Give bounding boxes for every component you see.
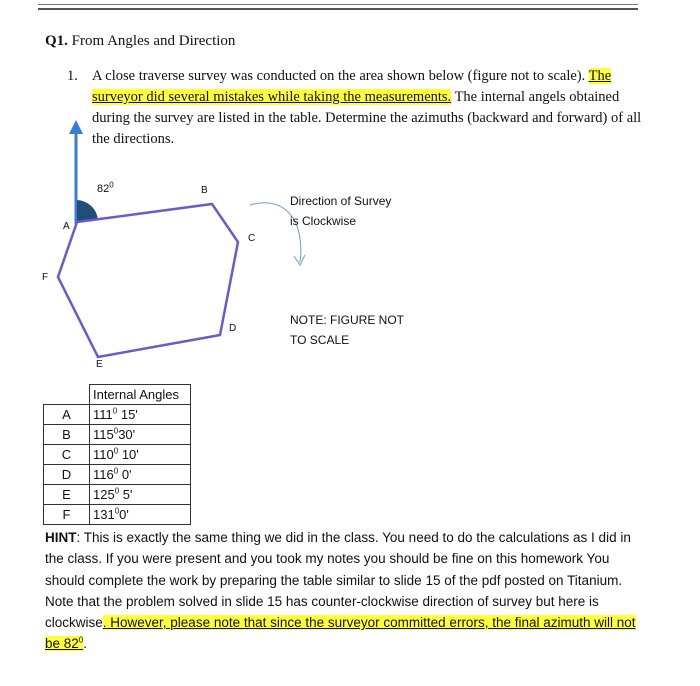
vertex-a-label: A bbox=[63, 221, 70, 232]
vertex-d-label: D bbox=[229, 323, 237, 334]
scale-note-line1: NOTE: FIGURE NOT bbox=[290, 313, 404, 327]
direction-note bbox=[290, 191, 391, 231]
row-angle: $131^00'$ bbox=[90, 505, 191, 525]
vertex-f-label: F bbox=[42, 272, 49, 283]
angle-min: 10' bbox=[121, 447, 139, 462]
angle-82-label bbox=[97, 180, 114, 195]
angle-value: 82 bbox=[97, 183, 110, 195]
scale-note bbox=[290, 310, 404, 350]
angle-deg: 131 bbox=[93, 507, 115, 522]
question-title-text: From Angles and Direction bbox=[71, 33, 236, 49]
scale-note-line2: TO SCALE bbox=[290, 333, 350, 347]
row-vertex: A bbox=[44, 405, 90, 425]
row-vertex: F bbox=[44, 505, 90, 525]
direction-arrow-head bbox=[294, 255, 305, 265]
row-vertex: B bbox=[44, 425, 90, 445]
angle-deg: 116 bbox=[93, 467, 114, 482]
table-row bbox=[44, 425, 191, 445]
problem-highlight: The surveyor did several mistakes while taking the measurements. bbox=[92, 68, 612, 105]
table-corner bbox=[44, 385, 90, 405]
row-vertex: C bbox=[44, 445, 90, 465]
table-row bbox=[44, 405, 191, 425]
table-row bbox=[44, 485, 191, 505]
direction-note-line1: Direction of Survey bbox=[290, 194, 392, 208]
angle-min: 0' bbox=[119, 507, 129, 522]
vertex-e-label: E bbox=[96, 359, 103, 370]
angle-deg: 125 bbox=[93, 487, 115, 502]
hint-highlight-text: . However, please note that since the surveyor committed errors, the final azimuth will not be 82 bbox=[45, 615, 636, 652]
angle-degree: 0 bbox=[109, 180, 114, 190]
angle-min: 30' bbox=[118, 427, 136, 442]
hint-label: HINT bbox=[45, 530, 77, 545]
angle-deg: 111 bbox=[93, 407, 113, 422]
row-vertex: D bbox=[44, 465, 90, 485]
vertex-c-label: C bbox=[248, 233, 256, 244]
row-vertex: E bbox=[44, 485, 90, 505]
problem-intro: A close traverse survey was conducted on the area shown below (figure not to scale). bbox=[92, 68, 586, 84]
table-row bbox=[44, 445, 191, 465]
vertex-b-label: B bbox=[201, 185, 208, 196]
problem-number: 1. bbox=[67, 68, 78, 84]
row-angle: $125^0$ 5' bbox=[90, 485, 191, 505]
row-angle: $115^030'$ bbox=[90, 425, 191, 445]
angle-min: 5' bbox=[122, 487, 133, 502]
table-row bbox=[44, 505, 191, 525]
hint-text: : This is exactly the same thing we did in the class. You need to do the calculations as I did in the class. If you were present and you took my notes you should be fine on this homework You should complete the work by preparing the table similar to slide 15 of the pdf posted on Titanium. Note that the problem solved in slide 15 has counter-clockwise direction of survey but here is clockwise bbox=[45, 530, 631, 631]
question-label: Q1. bbox=[45, 33, 68, 49]
table-header: Internal Angles bbox=[90, 385, 191, 405]
table-row bbox=[44, 465, 191, 485]
traverse-polygon bbox=[58, 204, 238, 357]
angle-deg: 115 bbox=[93, 427, 114, 442]
direction-note-line2: is Clockwise bbox=[290, 214, 357, 228]
hint-degree: 0 bbox=[78, 635, 84, 645]
row-angle: $110^0$ 10' bbox=[90, 445, 191, 465]
row-angle: $111^0$ 15' bbox=[90, 405, 191, 425]
hint-paragraph bbox=[45, 527, 645, 655]
angle-deg: 110 bbox=[93, 447, 114, 462]
table-header-row bbox=[44, 385, 191, 405]
hint-end: . bbox=[83, 636, 88, 652]
north-arrow-head bbox=[69, 120, 83, 134]
angle-min: 15' bbox=[120, 407, 138, 422]
internal-angles-table bbox=[43, 384, 191, 525]
problem-rest: The internal angels obtained during the survey are listed in the table. Determine the azimuths (backward and forward) of all the directions. bbox=[92, 89, 642, 147]
row-angle: $116^0$ 0' bbox=[90, 465, 191, 485]
hint-highlight bbox=[45, 615, 636, 651]
angle-min: 0' bbox=[121, 467, 132, 482]
